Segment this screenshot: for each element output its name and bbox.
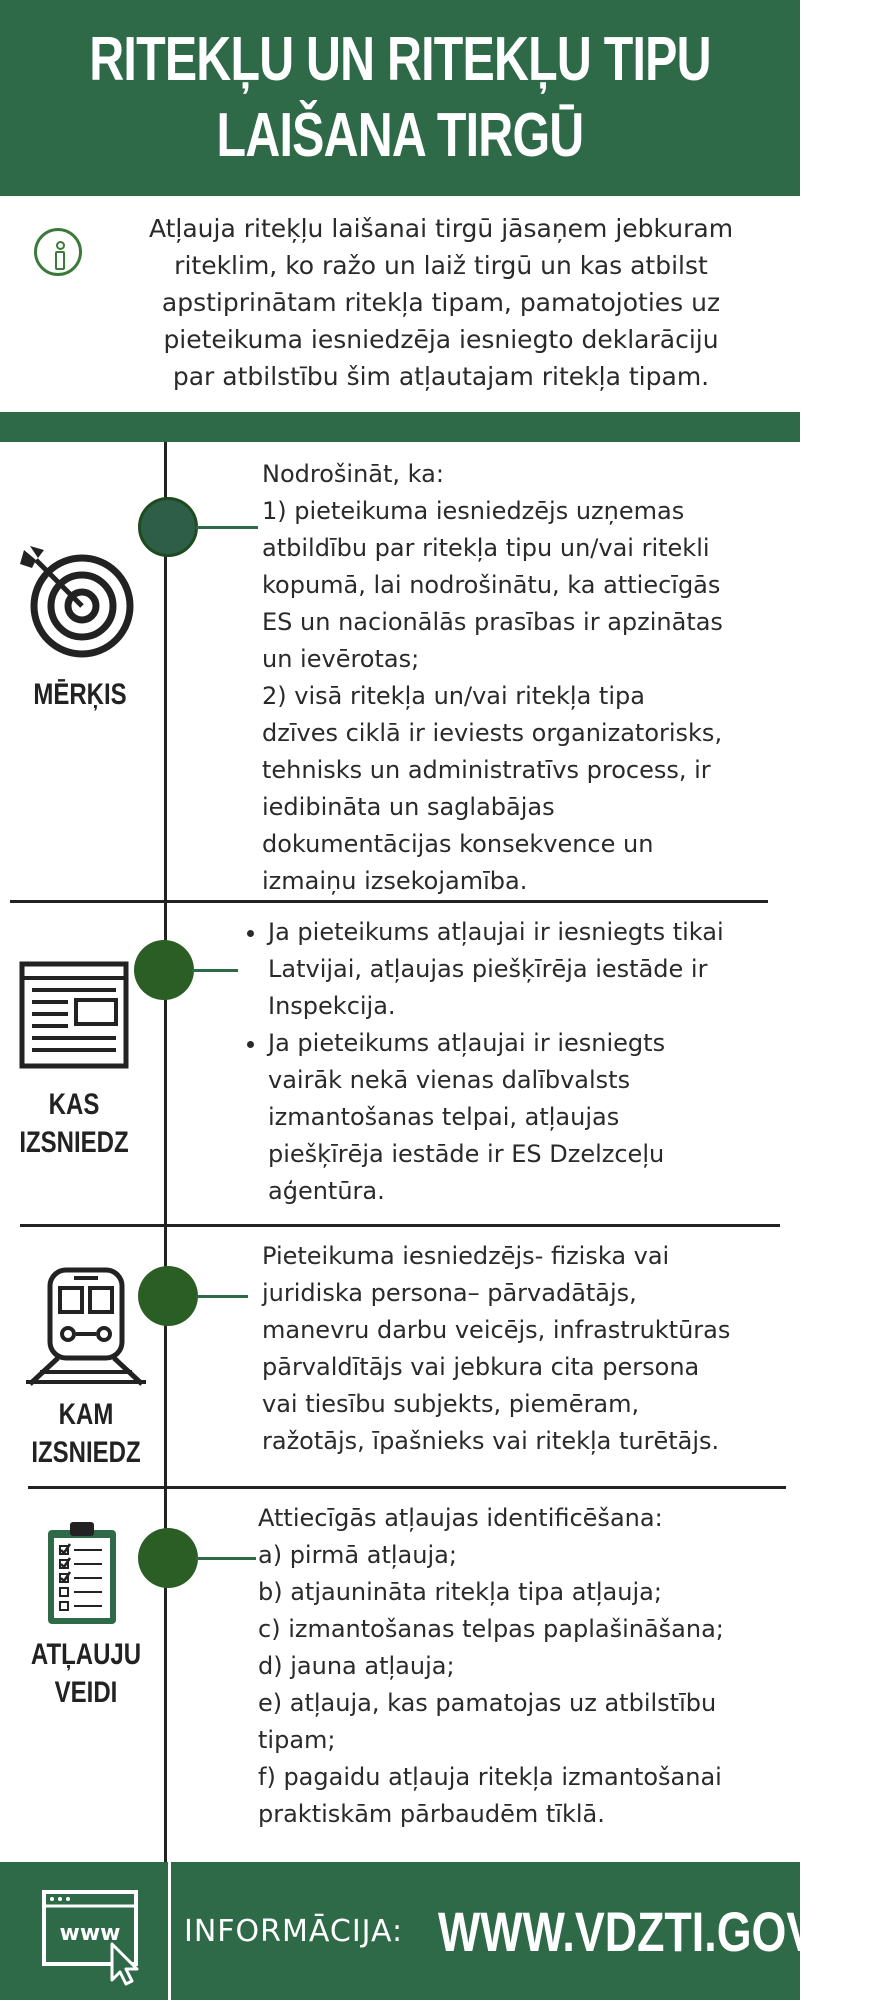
text-line: ES un nacionālās prasības ir apzinātas	[262, 608, 723, 636]
section-divider	[28, 1486, 786, 1489]
text-line: manevru darbu veicējs, infrastruktūras	[262, 1316, 731, 1344]
website-link[interactable]: WWW.VDZTI.GOV.LV	[438, 1900, 879, 1963]
text-line: vai tiesību subjekts, piemēram,	[262, 1390, 640, 1418]
list-item: • Ja pieteikums atļaujai ir iesniegts tikai Latvijai, atļaujas piešķīrēja iestāde ir Inspekcija.	[268, 914, 798, 1025]
footer-divider	[168, 1862, 171, 2000]
document-icon	[18, 960, 130, 1070]
text-line: dzīves ciklā ir ieviests organizatorisks,	[262, 719, 723, 747]
node-connector	[196, 526, 258, 529]
text-line: 2) visā ritekļa un/vai ritekļa tipa	[262, 682, 645, 710]
info-icon	[34, 228, 82, 276]
text-line: d) jauna atļauja;	[258, 1652, 455, 1680]
label-line: VEIDI	[54, 1676, 118, 1709]
title-line-1: RITEKĻU UN RITEKĻU TIPU	[89, 25, 711, 94]
text-line: juridiska persona– pārvadātājs,	[262, 1279, 637, 1307]
section-label-kas	[18, 1086, 130, 1162]
intro-line: apstiprinātam ritekļa tipam, pamatojoties uz	[161, 288, 721, 317]
timeline-node-kas	[134, 940, 194, 1000]
text-line: praktiskām pārbaudēm tīklā.	[258, 1800, 605, 1828]
text-line: 1) pieteikuma iesniedzējs uzņemas	[262, 497, 685, 525]
intro-line: riteklim, ko ražo un laiž tirgū un kas atbilst	[174, 251, 708, 280]
intro-line: Atļauja riteķļu laišanai tirgū jāsaņem jebkuram	[148, 214, 734, 243]
text-line: iedibināta un saglabājas	[262, 793, 555, 821]
intro-line: par atbilstību šim atļautajam ritekļa tipam.	[172, 362, 710, 391]
text-line: f) pagaidu atļauja ritekļa izmantošanai	[258, 1763, 722, 1791]
text-line: b) atjaunināta ritekļa tipa atļauja;	[258, 1578, 662, 1606]
label-line: ATĻAUJU	[30, 1638, 142, 1671]
node-connector	[196, 1557, 256, 1560]
label-line: KAM	[58, 1398, 114, 1431]
list-item: • Ja pieteikums atļaujai ir iesniegts vairāk nekā vienas dalībvalsts izmantošanas telpai, atļaujas piešķīrēja iestāde ir ES Dzelzceļu aģentūra.	[268, 1025, 798, 1210]
text-line: ražotājs, īpašnieks vai ritekļa turētājs.	[262, 1427, 720, 1455]
section-list-kas	[240, 914, 798, 1210]
train-icon	[24, 1264, 148, 1388]
text-line: Nodrošināt, ka:	[262, 460, 444, 488]
www-cursor-icon	[40, 1888, 152, 1988]
section-label-veidi	[30, 1636, 142, 1712]
timeline-node-merkis	[138, 497, 198, 557]
label-line: IZSNIEDZ	[31, 1436, 141, 1469]
text-line: Attiecīgās atļaujas identificēšana:	[258, 1504, 663, 1532]
timeline-line	[164, 442, 167, 1862]
text-line: un ievērotas;	[262, 645, 420, 673]
label-line: KAS	[48, 1088, 100, 1121]
section-divider	[20, 1224, 780, 1227]
info-label: INFORMĀCIJA:	[184, 1914, 404, 1949]
intro-line: pieteikuma iesniedzēja iesniegto deklarāciju	[163, 325, 719, 354]
text-line: izmaiņu izsekojamība.	[262, 867, 528, 895]
clipboard-checklist-icon	[44, 1520, 120, 1628]
text-line: pārvaldītājs vai jebkura cita persona	[262, 1353, 700, 1381]
timeline-node-veidi	[138, 1528, 198, 1588]
text-line: c) izmantošanas telpas paplašināšana;	[258, 1615, 724, 1643]
section-label-kam	[30, 1396, 142, 1472]
node-connector	[196, 1295, 248, 1298]
separator-band	[0, 412, 800, 442]
node-connector	[192, 969, 238, 972]
text-line: e) atļauja, kas pamatojas uz atbilstību	[258, 1689, 717, 1717]
section-text-veidi	[258, 1500, 788, 1833]
title-line-2: LAIŠANA TIRGŪ	[216, 101, 584, 170]
text-line: dokumentācijas konsekvence un	[262, 830, 654, 858]
section-divider	[10, 900, 768, 903]
text-line: tehnisks un administratīvs process, ir	[262, 756, 711, 784]
text-line: a) pirmā atļauja;	[258, 1541, 457, 1569]
text-line: kopumā, lai nodrošinātu, ka attiecīgās	[262, 571, 721, 599]
www-icon-text: www	[59, 1921, 121, 1946]
section-text-kam	[262, 1238, 782, 1460]
label-line: IZSNIEDZ	[19, 1126, 129, 1159]
text-line: Pieteikuma iesniedzējs- fiziska vai	[262, 1242, 670, 1270]
intro-text	[118, 210, 764, 395]
page-title	[88, 22, 712, 174]
text-line: tipam;	[258, 1726, 336, 1754]
text-line: atbildību par ritekļa tipu un/vai ritekli	[262, 534, 710, 562]
target-icon	[14, 546, 140, 662]
section-text-merkis	[262, 456, 782, 900]
section-label-merkis: MĒRĶIS	[33, 678, 127, 711]
